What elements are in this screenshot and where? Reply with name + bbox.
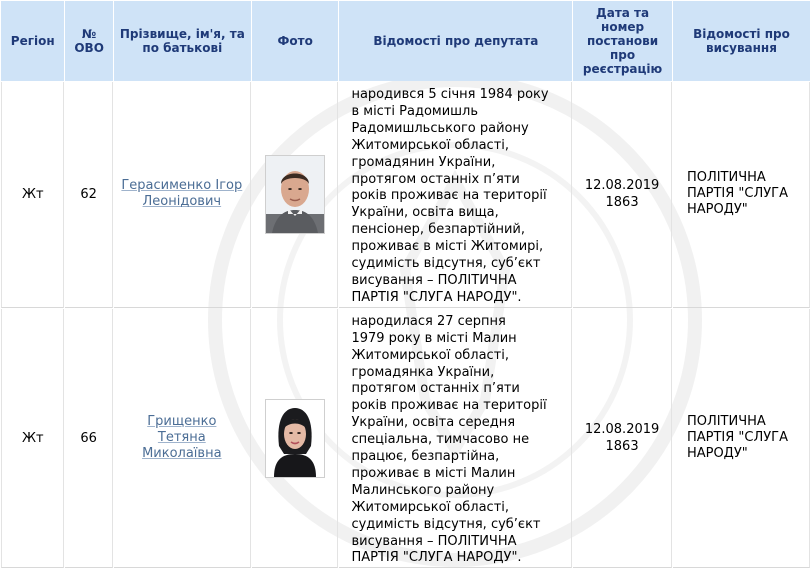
info-line: працює, безпартійна, xyxy=(351,449,500,465)
surname: Герасименко xyxy=(121,178,212,194)
header-name: Прізвище, ім'я, та по батькові xyxy=(114,1,251,81)
first-name: Ігор xyxy=(215,178,243,194)
deputy-name-link[interactable] xyxy=(142,414,222,461)
info-line: Малинського району xyxy=(351,482,495,498)
info-line: України, освіта середня xyxy=(351,415,516,431)
info-line: громадянка України, xyxy=(351,364,495,380)
name-cell xyxy=(114,82,251,308)
nomination-cell xyxy=(673,82,810,308)
info-line: Радомишльського району xyxy=(351,120,529,136)
header-info: Відомості про депутата xyxy=(339,1,572,81)
name-cell xyxy=(114,309,251,569)
patronymic: Леонідович xyxy=(142,194,222,210)
nomination-line: НАРОДУ" xyxy=(686,446,748,462)
region-cell: Жт xyxy=(1,309,64,569)
info-line: народився 5 січня 1984 року xyxy=(351,87,549,102)
patronymic: Миколаївна xyxy=(142,446,222,462)
header-ovo: № ОВО xyxy=(65,1,112,81)
info-line: спеціальна, тимчасово не xyxy=(351,432,530,448)
photo-cell xyxy=(252,309,339,569)
table-row xyxy=(1,82,810,308)
info-line: проживає в місті Малин xyxy=(351,465,516,481)
ovo-cell: 66 xyxy=(65,309,112,569)
info-line: висування – ПОЛІТИЧНА xyxy=(351,533,517,549)
nomination-line: ПОЛІТИЧНА xyxy=(686,414,766,430)
info-line: України, освіта вища, xyxy=(351,205,499,221)
info-line: років проживає на території xyxy=(351,188,547,204)
header-nomination: Відомості про висування xyxy=(673,1,810,81)
registration-cell xyxy=(573,309,672,569)
info-line: судимість відсутня, суб’єкт xyxy=(351,256,541,272)
header-date: Дата та номер постанови про реєстрацію xyxy=(573,1,672,81)
nomination-line: ПАРТІЯ "СЛУГА xyxy=(686,186,788,202)
info-line: протягом останніх п’яти xyxy=(351,171,520,187)
registration-number: 1863 xyxy=(605,439,639,455)
info-line: в місті Радомишль xyxy=(351,103,479,119)
info-line: громадянин України, xyxy=(351,154,496,170)
registration-date: 12.08.2019 xyxy=(584,422,660,438)
deputy-photo[interactable] xyxy=(265,155,325,234)
info-line: протягом останніх п’яти xyxy=(351,381,520,397)
header-row xyxy=(1,1,810,81)
info-line: Житомирської області, xyxy=(351,137,510,153)
registration-number: 1863 xyxy=(605,195,639,211)
registration-date: 12.08.2019 xyxy=(584,178,660,194)
info-line: висування – ПОЛІТИЧНА xyxy=(351,272,517,288)
info-line: років проживає на території xyxy=(351,398,547,414)
surname: Грищенко xyxy=(147,414,217,430)
info-line: проживає в місті Житомирі, xyxy=(351,239,544,255)
first-name: Тетяна xyxy=(157,430,206,446)
registration-cell xyxy=(573,82,672,308)
info-line: Житомирської області, xyxy=(351,499,510,515)
table-row xyxy=(1,309,810,569)
header-region: Регіон xyxy=(1,1,64,81)
info-line: Житомирської області, xyxy=(351,347,510,363)
nomination-cell xyxy=(673,309,810,569)
photo-cell xyxy=(252,82,339,308)
info-line: 1979 року в місті Малин xyxy=(351,330,517,346)
nomination-line: НАРОДУ" xyxy=(686,202,748,218)
region-cell: Жт xyxy=(1,82,64,308)
info-cell xyxy=(339,309,572,569)
info-line: пенсіонер, безпартійний, xyxy=(351,222,526,238)
deputy-name-link[interactable] xyxy=(121,178,242,209)
info-line: ПАРТІЯ "СЛУГА НАРОДУ". xyxy=(351,550,522,566)
nomination-line: ПОЛІТИЧНА xyxy=(686,170,766,186)
nomination-line: ПАРТІЯ "СЛУГА xyxy=(686,430,788,446)
info-cell xyxy=(339,82,572,308)
ovo-cell: 62 xyxy=(65,82,112,308)
header-photo: Фото xyxy=(252,1,339,81)
info-line: судимість відсутня, суб’єкт xyxy=(351,516,541,532)
info-line: народилася 27 серпня xyxy=(351,313,506,329)
deputy-photo[interactable] xyxy=(265,399,325,478)
info-line: ПАРТІЯ "СЛУГА НАРОДУ". xyxy=(351,289,522,305)
